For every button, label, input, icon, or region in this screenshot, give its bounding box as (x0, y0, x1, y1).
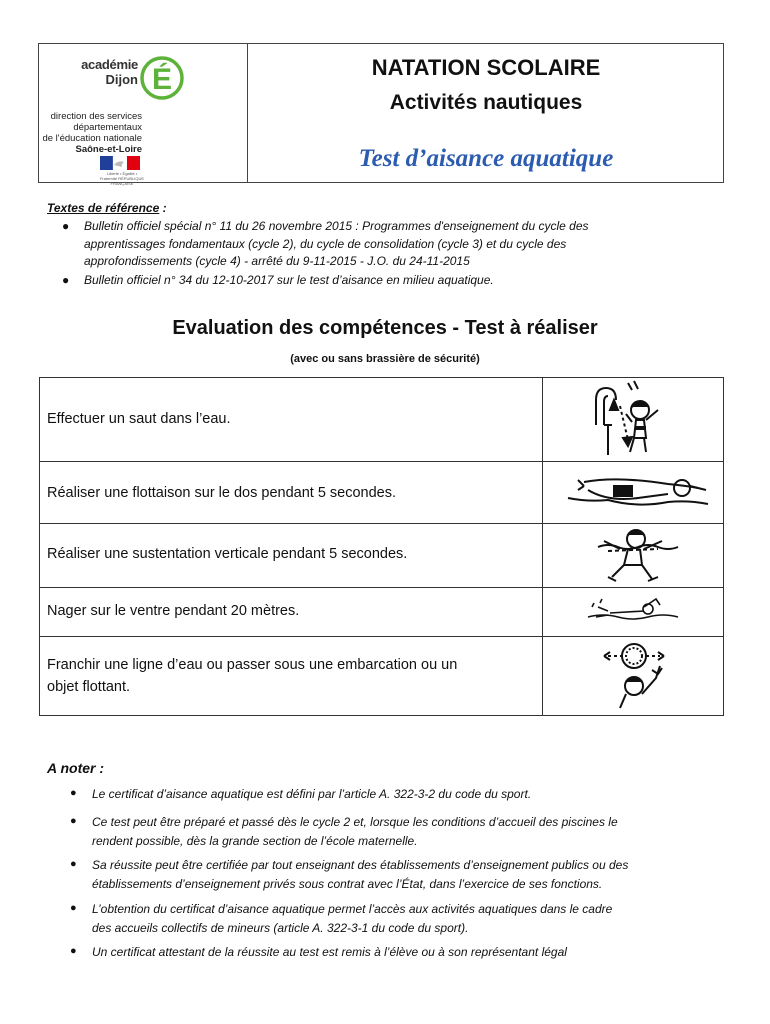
note-bullet: ● (70, 902, 77, 914)
table-row-divider (39, 587, 724, 588)
table-row-divider (39, 461, 724, 462)
reference-item: Bulletin officiel spécial n° 11 du 26 novembre 2015 : Programmes d'enseignement du cycle des apprentissages fondamentaux (cycle 2), du cycle de consolidation (cycle 3) et du cycle des approfondissements (cycle 4) - arrêté du 9-11-2015 - J.O. du 24-11-2015 (84, 219, 589, 268)
republique-flag-icon (100, 156, 140, 170)
table-row: Nager sur le ventre pendant 20 mètres. (47, 603, 300, 619)
logo-direction-text: direction des services départementaux de l'éducation nationale Saône-et-Loire (42, 111, 142, 155)
evaluation-subtitle: (avec ou sans brassière de sécurité) (290, 353, 480, 365)
swim-front-icon (548, 589, 720, 634)
test-title: Test d’aisance aquatique (358, 145, 614, 172)
note-item: Le certificat d’aisance aquatique est défini par l’article A. 322-3-2 du code du sport. (92, 787, 532, 801)
table-row: Réaliser une flottaison sur le dos pendant 5 secondes. (47, 485, 397, 501)
references-heading: Textes de référence : (47, 201, 167, 215)
note-item: Un certificat attestant de la réussite au test est remis à l’élève ou à son représentant légal (92, 945, 567, 959)
logo-dijon-text: Dijon (105, 72, 138, 87)
jump-into-water-icon (548, 380, 720, 458)
note-item: Sa réussite peut être certifiée par tout enseignant des établissements d’enseignement publics ou des établissements d’enseignement privés sous contrat avec l’État, dans l’exercice de ses fonctions. (92, 858, 629, 891)
back-float-icon (548, 464, 720, 521)
logo-academie-text: académie (81, 57, 138, 72)
under-line-icon (548, 638, 720, 714)
academie-logo-icon (140, 56, 184, 100)
table-row: Franchir une ligne d’eau ou passer sous une embarcation ou un objet flottant. (47, 657, 458, 695)
reference-item: Bulletin officiel n° 34 du 12-10-2017 sur le test d’aisance en milieu aquatique. (84, 273, 494, 287)
evaluation-title: Evaluation des compétences - Test à réaliser (172, 317, 598, 339)
page-title: NATATION SCOLAIRE (371, 55, 601, 80)
page-subtitle: Activités nautiques (389, 91, 583, 114)
note-bullet: ● (70, 815, 77, 827)
table-row: Réaliser une sustentation verticale pendant 5 secondes. (47, 546, 408, 562)
note-item: L’obtention du certificat d’aisance aquatique permet l’accès aux activités aquatiques dans le cadre des accueils collectifs de mineurs (article A. 322-3-1 du code du sport). (92, 902, 613, 935)
notes-heading: A noter : (47, 760, 105, 776)
note-bullet: ● (70, 858, 77, 870)
logo-e-letter: É (151, 63, 173, 96)
vertical-float-icon (548, 525, 720, 585)
note-bullet: ● (70, 945, 77, 957)
note-item: Ce test peut être préparé et passé dès le cycle 2 et, lorsque les conditions d’accueil des piscines le rendent possible, dès la grande section de l’école maternelle. (92, 815, 618, 848)
table-row: Effectuer un saut dans l’eau. (47, 411, 231, 427)
reference-bullet: ● (62, 219, 70, 233)
reference-bullet: ● (62, 273, 70, 287)
table-row-divider (39, 523, 724, 524)
table-row-divider (39, 636, 724, 637)
flag-caption: Liberté • Égalité • Fraternité RÉPUBLIQUE FRANÇAISE (99, 171, 144, 186)
table-column-divider (542, 377, 543, 716)
note-bullet: ● (70, 787, 77, 799)
